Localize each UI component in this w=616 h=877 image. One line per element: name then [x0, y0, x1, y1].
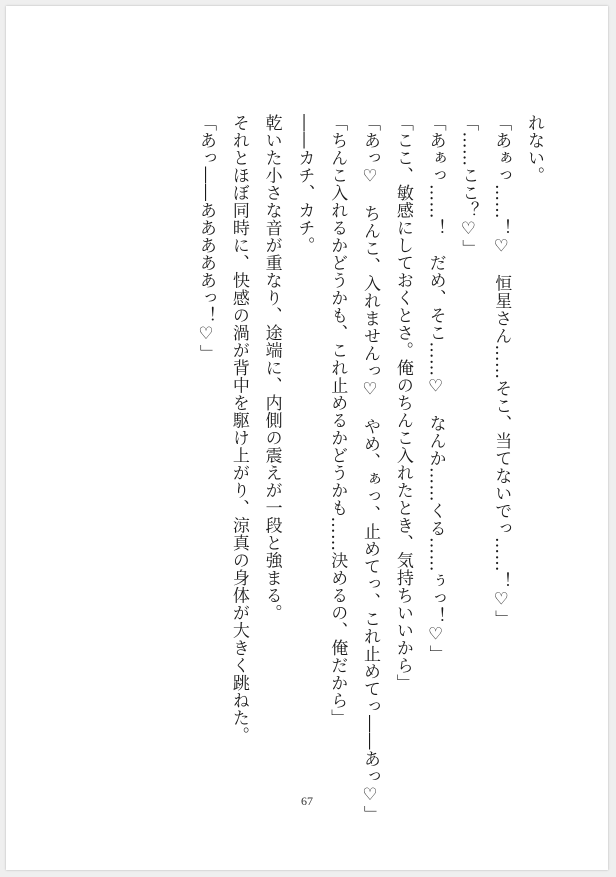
text-line: れない。: [524, 114, 544, 184]
book-page: [6, 6, 608, 870]
page-number: 67: [301, 794, 313, 808]
text-line: 「あぁっ……！♡ 恒星さん……そこ、当てないでっ……！♡」: [491, 114, 512, 628]
text-line: それとほぼ同時に、快感の渦が背中を駆け上がり、涼真の身体が大きく跳ねた。: [228, 114, 249, 744]
text-line: 「あぁっ……！ だめ、そこ……♡ なんか……くる……ぅっ！♡」: [425, 114, 446, 663]
text-line: 「ここ、敏感にしておくとさ。俺のちんこ入れたとき、気持ちいいから」: [392, 114, 413, 692]
text-line: 「あっ――あああああっ！♡」: [196, 114, 217, 362]
text-line: 「あっ♡ ちんこ、入れませんっ♡ やめ、ぁっ、止めてっ、これ止めてっ――あっ♡」: [360, 114, 381, 823]
text-line: 「……ここ？♡」: [458, 114, 479, 257]
text-line: 「ちんこ入れるかどうかも、これ止めるかどうかも……決めるの、俺だから」: [327, 114, 348, 727]
text-line: 乾いた小さな音が重なり、途端に、内側の震えが一段と強まる。: [261, 114, 282, 622]
text-line: ――カチ、カチ。: [294, 114, 315, 254]
